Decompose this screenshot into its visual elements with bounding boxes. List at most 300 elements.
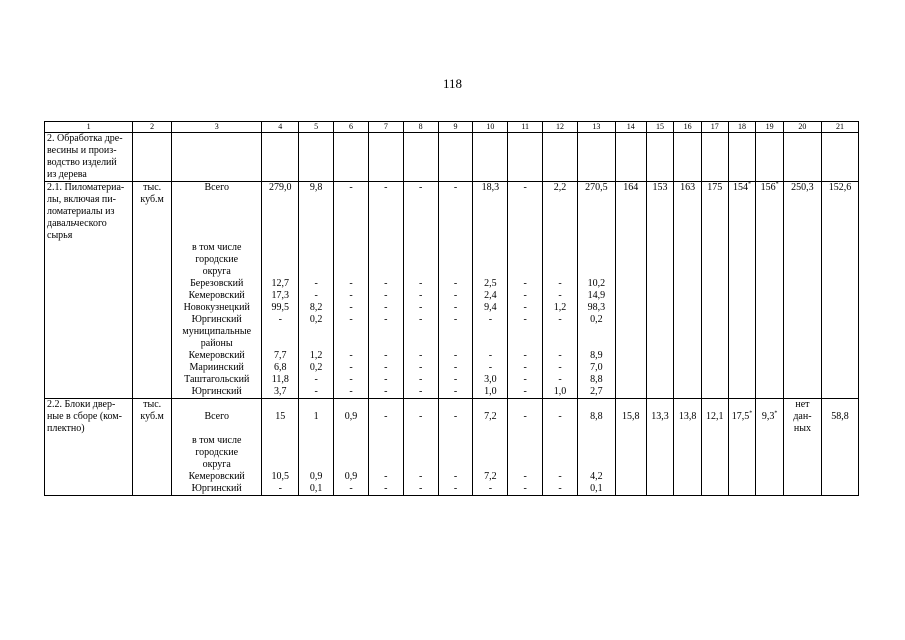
table-cell: - (368, 182, 403, 243)
table-cell: 11,8 (262, 374, 299, 386)
table-cell: - (438, 302, 473, 314)
column-number: 1 (45, 122, 133, 133)
table-cell: - (438, 471, 473, 483)
table-cell (821, 133, 858, 182)
table-cell: 9,3* (756, 399, 784, 436)
column-number: 20 (783, 122, 821, 133)
table-cell (646, 242, 674, 278)
table-cell (403, 435, 438, 471)
table-cell (615, 483, 646, 496)
table-cell (701, 314, 728, 350)
table-cell: - (403, 302, 438, 314)
table-cell (45, 302, 133, 314)
column-number: 4 (262, 122, 299, 133)
table-cell (821, 350, 858, 362)
table-cell (438, 435, 473, 471)
table-cell (133, 133, 172, 182)
table-row (45, 242, 859, 278)
table-cell: 7,0 (577, 362, 615, 374)
table-cell: 18,3 (473, 182, 508, 243)
table-cell (756, 278, 784, 290)
table-cell: - (403, 278, 438, 290)
table-cell: - (438, 290, 473, 302)
table-cell: 0,9 (334, 471, 369, 483)
table-cell (728, 290, 756, 302)
table-cell: 0,1 (299, 483, 334, 496)
table-cell: 0,2 (299, 314, 334, 350)
column-number: 12 (543, 122, 578, 133)
table-cell (783, 350, 821, 362)
table-cell: - (403, 483, 438, 496)
table-cell: 8,8 (577, 399, 615, 436)
table-cell: 10,2 (577, 278, 615, 290)
table-cell: - (473, 314, 508, 350)
table-row (45, 386, 859, 399)
table-cell (674, 242, 702, 278)
table-cell (728, 278, 756, 290)
table-cell (674, 350, 702, 362)
column-number: 21 (821, 122, 858, 133)
table-cell (674, 483, 702, 496)
table-cell (543, 133, 578, 182)
column-number: 11 (508, 122, 543, 133)
table-cell: 10,5 (262, 471, 299, 483)
table-cell (783, 290, 821, 302)
table-cell: Всего (172, 399, 262, 436)
table-cell (756, 483, 784, 496)
table-cell (674, 314, 702, 350)
table-cell (674, 302, 702, 314)
table-cell (403, 242, 438, 278)
table-cell (783, 483, 821, 496)
table-cell: 12,7 (262, 278, 299, 290)
table-cell (577, 133, 615, 182)
table-cell (728, 350, 756, 362)
table-cell (615, 362, 646, 374)
table-cell: 1,0 (473, 386, 508, 399)
table-cell (821, 483, 858, 496)
table-cell: - (403, 471, 438, 483)
table-cell (508, 435, 543, 471)
table-cell (821, 314, 858, 350)
table-cell: Кемеровский (172, 471, 262, 483)
table-cell (172, 133, 262, 182)
table-cell: - (403, 350, 438, 362)
table-cell: - (543, 399, 578, 436)
table-cell: 98,3 (577, 302, 615, 314)
column-number: 14 (615, 122, 646, 133)
footnote-mark: * (749, 410, 753, 417)
table-cell: 17,5* (728, 399, 756, 436)
table-cell (45, 290, 133, 302)
column-number: 8 (403, 122, 438, 133)
table-cell (133, 350, 172, 362)
table-cell: - (508, 182, 543, 243)
table-cell (646, 374, 674, 386)
column-number: 19 (756, 122, 784, 133)
table-cell (262, 435, 299, 471)
table-cell: 0,2 (299, 362, 334, 374)
table-cell: 250,3 (783, 182, 821, 243)
table-cell: - (438, 399, 473, 436)
table-cell (646, 290, 674, 302)
table-cell (262, 133, 299, 182)
column-number: 9 (438, 122, 473, 133)
table-cell (45, 386, 133, 399)
table-cell: тыс. куб.м (133, 182, 172, 243)
table-cell (701, 471, 728, 483)
table-cell: 2.2. Блоки двер- ные в сборе (ком- плектно) (45, 399, 133, 436)
table-cell: - (334, 350, 369, 362)
table-cell (133, 386, 172, 399)
table-cell (334, 435, 369, 471)
table-cell (646, 314, 674, 350)
table-cell: - (543, 483, 578, 496)
table-cell: - (438, 182, 473, 243)
table-cell: - (368, 399, 403, 436)
table-cell (473, 435, 508, 471)
table-cell: - (334, 302, 369, 314)
table-cell (133, 242, 172, 278)
table-cell (133, 374, 172, 386)
table-cell: - (508, 362, 543, 374)
table-cell (701, 350, 728, 362)
table-cell (756, 362, 784, 374)
table-cell: - (543, 278, 578, 290)
column-number-row (45, 122, 859, 133)
table-cell (543, 242, 578, 278)
table-cell (403, 133, 438, 182)
table-cell (45, 471, 133, 483)
table-cell (646, 278, 674, 290)
table-cell (45, 483, 133, 496)
page-number: 118 (442, 76, 463, 91)
table-cell: 7,2 (473, 399, 508, 436)
table-cell (821, 471, 858, 483)
table-cell: в том числе городские округа (172, 435, 262, 471)
table-cell: - (508, 302, 543, 314)
table-row (45, 278, 859, 290)
table-cell: - (299, 386, 334, 399)
table-cell (45, 350, 133, 362)
table-cell: 270,5 (577, 182, 615, 243)
table-cell (438, 242, 473, 278)
table-cell: - (368, 471, 403, 483)
table-cell: 2,4 (473, 290, 508, 302)
table-cell: - (543, 362, 578, 374)
table-cell (615, 435, 646, 471)
table-cell (45, 374, 133, 386)
table-cell (821, 242, 858, 278)
table-cell (674, 133, 702, 182)
table-cell (728, 483, 756, 496)
table-cell: Березовский (172, 278, 262, 290)
table-cell: 8,9 (577, 350, 615, 362)
table-cell: - (262, 314, 299, 350)
table-cell: 154* (728, 182, 756, 243)
table-cell: 152,6 (821, 182, 858, 243)
table-cell: - (334, 290, 369, 302)
table-cell: - (334, 374, 369, 386)
table-cell (674, 435, 702, 471)
table-cell: 0,2 (577, 314, 615, 350)
table-cell: 2. Обработка дре- весины и произ- водство изделий из дерева (45, 133, 133, 182)
table-cell: 13,3 (646, 399, 674, 436)
table-cell (646, 302, 674, 314)
table-cell: - (543, 471, 578, 483)
table-cell: - (543, 374, 578, 386)
table-cell: 14,9 (577, 290, 615, 302)
table-cell (821, 290, 858, 302)
table-cell (368, 133, 403, 182)
table-cell (728, 302, 756, 314)
table-cell: Кемеровский (172, 350, 262, 362)
table-cell: Мариинский (172, 362, 262, 374)
table-cell (701, 362, 728, 374)
table-cell (701, 435, 728, 471)
table-cell (646, 133, 674, 182)
table-cell (646, 350, 674, 362)
section-row (45, 182, 859, 243)
table-cell: - (334, 314, 369, 350)
table-cell: 1,2 (299, 350, 334, 362)
table-cell (728, 471, 756, 483)
table-cell (783, 314, 821, 350)
table-cell: 13,8 (674, 399, 702, 436)
table-cell: 163 (674, 182, 702, 243)
table-row (45, 314, 859, 350)
table-cell: - (403, 374, 438, 386)
table-cell (701, 302, 728, 314)
column-number: 3 (172, 122, 262, 133)
table-cell (783, 278, 821, 290)
table-cell: - (403, 314, 438, 350)
table-cell: 15,8 (615, 399, 646, 436)
table-cell (133, 290, 172, 302)
table-cell: - (508, 399, 543, 436)
section-row (45, 133, 859, 182)
table-cell: Новокузнецкий (172, 302, 262, 314)
table-cell (473, 242, 508, 278)
table-cell: - (473, 483, 508, 496)
table-cell: Юргинский (172, 386, 262, 399)
table-cell (783, 435, 821, 471)
table-cell (756, 290, 784, 302)
table-cell: - (334, 278, 369, 290)
table-cell (615, 350, 646, 362)
table-cell: - (299, 374, 334, 386)
table-cell: - (368, 278, 403, 290)
table-cell (674, 362, 702, 374)
table-cell: 99,5 (262, 302, 299, 314)
table-cell: - (334, 182, 369, 243)
table-cell (646, 483, 674, 496)
table-cell (615, 471, 646, 483)
table-cell (821, 278, 858, 290)
column-number: 17 (701, 122, 728, 133)
column-number: 13 (577, 122, 615, 133)
table-cell: 0,9 (299, 471, 334, 483)
table-cell: 156* (756, 182, 784, 243)
table-cell: 164 (615, 182, 646, 243)
table-cell: 2,7 (577, 386, 615, 399)
table-cell: 9,4 (473, 302, 508, 314)
table-cell (615, 278, 646, 290)
table-cell (543, 435, 578, 471)
column-number: 15 (646, 122, 674, 133)
table-cell: - (438, 374, 473, 386)
table-cell (783, 362, 821, 374)
table-cell: - (368, 483, 403, 496)
table-cell: - (368, 314, 403, 350)
table-cell (615, 374, 646, 386)
table-cell (728, 242, 756, 278)
table-cell (783, 386, 821, 399)
table-cell: 58,8 (821, 399, 858, 436)
table-cell (615, 133, 646, 182)
table-cell: - (473, 350, 508, 362)
table-cell (701, 374, 728, 386)
table-cell (821, 362, 858, 374)
table-cell (646, 386, 674, 399)
table-cell (334, 133, 369, 182)
table-row (45, 362, 859, 374)
table-cell (674, 471, 702, 483)
table-cell: - (438, 483, 473, 496)
table-cell (701, 290, 728, 302)
table-cell: 1,0 (543, 386, 578, 399)
table-cell: в том числе городские округа (172, 242, 262, 278)
table-cell: 7,2 (473, 471, 508, 483)
table-cell: - (438, 362, 473, 374)
table-cell (728, 314, 756, 350)
table-cell (701, 278, 728, 290)
table-cell: Кемеровский (172, 290, 262, 302)
table-cell: - (508, 290, 543, 302)
table-cell (701, 242, 728, 278)
table-cell: - (334, 483, 369, 496)
table-cell: - (368, 374, 403, 386)
table-cell: 2.1. Пиломатериа- лы, включая пи- ломатериалы из давальческого сырья (45, 182, 133, 243)
table-cell (728, 386, 756, 399)
table-cell (674, 290, 702, 302)
table-cell: - (368, 362, 403, 374)
table-cell: 3,0 (473, 374, 508, 386)
table-cell: - (299, 290, 334, 302)
table-cell: 9,8 (299, 182, 334, 243)
table-cell: - (508, 374, 543, 386)
footnote-mark: * (775, 181, 779, 188)
table-cell: - (334, 386, 369, 399)
table-cell: - (508, 483, 543, 496)
table-cell: 8,8 (577, 374, 615, 386)
column-number: 10 (473, 122, 508, 133)
table-cell (299, 435, 334, 471)
table-cell (262, 242, 299, 278)
table-cell: Юргинский муниципальные районы (172, 314, 262, 350)
table-cell: - (543, 350, 578, 362)
table-cell: - (438, 314, 473, 350)
table-cell (133, 362, 172, 374)
table-cell (133, 471, 172, 483)
table-cell: - (368, 290, 403, 302)
table-cell: 3,7 (262, 386, 299, 399)
table-cell: - (334, 362, 369, 374)
table-cell (756, 435, 784, 471)
table-cell (756, 471, 784, 483)
table-cell (728, 133, 756, 182)
table-cell: - (543, 290, 578, 302)
table-cell (473, 133, 508, 182)
table-cell (728, 374, 756, 386)
table-cell: 2,5 (473, 278, 508, 290)
table-cell: - (508, 350, 543, 362)
table-cell: - (508, 386, 543, 399)
footnote-mark: * (747, 181, 751, 188)
table-row (45, 483, 859, 496)
column-number: 7 (368, 122, 403, 133)
table-cell: - (438, 350, 473, 362)
table-cell: - (438, 386, 473, 399)
table-cell: 1,2 (543, 302, 578, 314)
table-row (45, 435, 859, 471)
column-number: 5 (299, 122, 334, 133)
table-cell (821, 374, 858, 386)
table-cell: Всего (172, 182, 262, 243)
table-cell: - (403, 386, 438, 399)
table-cell (615, 242, 646, 278)
table-cell (299, 133, 334, 182)
table-row (45, 374, 859, 386)
table-cell: 8,2 (299, 302, 334, 314)
table-cell (45, 242, 133, 278)
table-cell: тыс. куб.м (133, 399, 172, 436)
table-cell: - (368, 302, 403, 314)
table-cell (756, 302, 784, 314)
table-cell (299, 242, 334, 278)
table-cell: - (368, 350, 403, 362)
table-cell: - (299, 278, 334, 290)
table-cell (821, 435, 858, 471)
table-cell (821, 386, 858, 399)
table-cell (133, 302, 172, 314)
table-cell (615, 314, 646, 350)
table-cell (728, 435, 756, 471)
data-table (44, 121, 859, 496)
table-cell: 6,8 (262, 362, 299, 374)
table-cell: - (403, 362, 438, 374)
table-cell: 15 (262, 399, 299, 436)
table-cell: - (403, 290, 438, 302)
table-cell: 0,1 (577, 483, 615, 496)
table-row (45, 471, 859, 483)
table-cell (615, 386, 646, 399)
table-cell (756, 374, 784, 386)
table-cell (701, 386, 728, 399)
table-cell (508, 133, 543, 182)
table-cell (783, 374, 821, 386)
table-cell: Юргинский (172, 483, 262, 496)
table-cell: нет дан- ных (783, 399, 821, 436)
table-cell: - (543, 314, 578, 350)
column-number: 18 (728, 122, 756, 133)
table-cell (508, 242, 543, 278)
table-cell: 0,9 (334, 399, 369, 436)
column-number: 6 (334, 122, 369, 133)
table-cell (368, 242, 403, 278)
table-cell (577, 435, 615, 471)
table-cell: 279,0 (262, 182, 299, 243)
